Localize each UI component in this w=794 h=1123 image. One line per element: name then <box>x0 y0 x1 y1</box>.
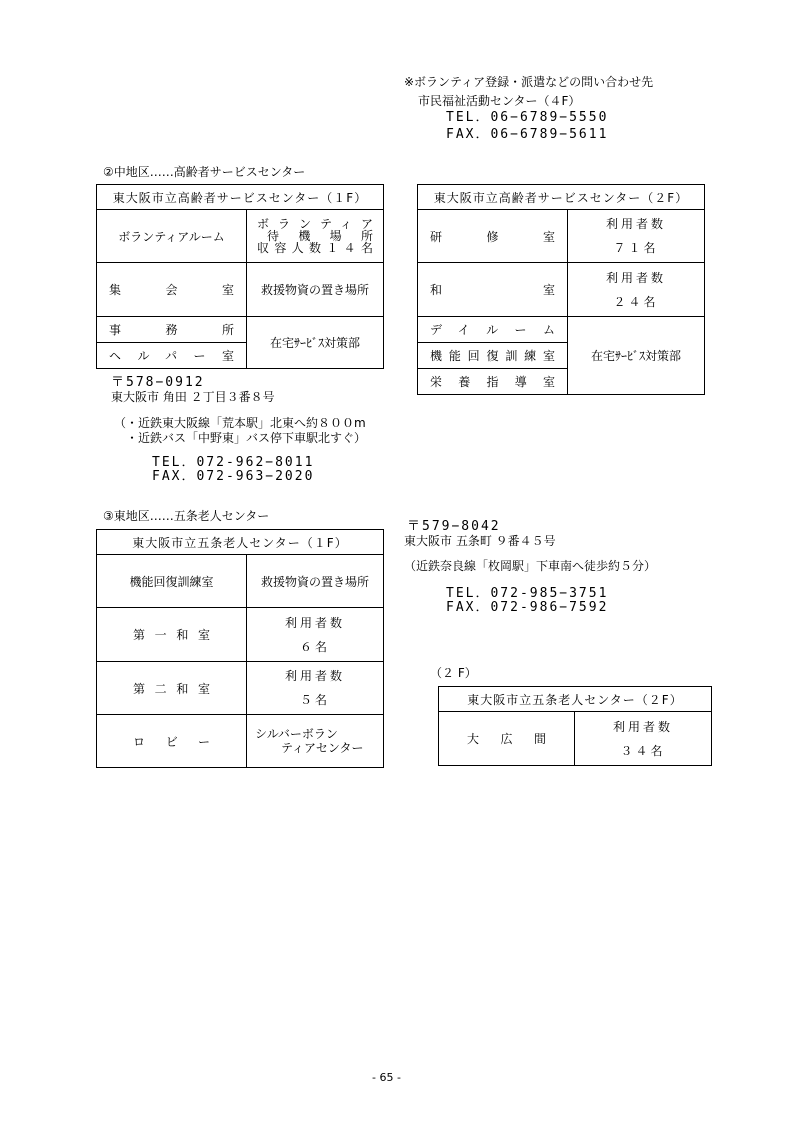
japanese-room: 和室 <box>418 263 568 317</box>
relief-storage: 救援物資の置き場所 <box>247 263 384 317</box>
home-service-1f: 在宅ｻｰﾋﾞｽ対策部 <box>247 317 384 369</box>
volunteer-wait-line-3: 収容人数１４名 <box>257 241 373 255</box>
room2-users-value: ５名 <box>299 693 330 707</box>
naka-fax: FAX．072-963−2020 <box>152 469 315 484</box>
higashi-1f-caption: 東大阪市立五条老人センター（１F） <box>97 530 384 555</box>
room2-users-label: 利用者数 <box>284 669 345 683</box>
training-users-value: ７１名 <box>613 241 659 255</box>
naka-access-1: （・近鉄東大阪線「荒本駅」北東へ約８００m <box>114 416 366 430</box>
higashi-postal: 〒579−8042 <box>407 519 501 534</box>
volunteer-wait-line-1: ボランティア <box>257 217 373 231</box>
higashi-address: 東大阪市 五条町 ９番４５号 <box>404 534 556 548</box>
naka-1f-table <box>96 184 384 369</box>
naka-postal: 〒578−0912 <box>111 375 205 390</box>
page-number: - 65 - <box>372 1071 401 1084</box>
hall-users-label: 利用者数 <box>612 719 673 734</box>
home-service-2f: 在宅ｻｰﾋﾞｽ対策部 <box>568 317 705 395</box>
volunteer-wait-cell <box>247 210 384 263</box>
room1-users-cell <box>247 608 384 662</box>
contact-office: 市民福祉活動センター（４F） <box>418 94 581 108</box>
naka-2f-caption: 東大阪市立高齢者サービスセンター（２F） <box>418 185 705 210</box>
naka-1f-caption: 東大阪市立高齢者サービスセンター（１F） <box>97 185 384 210</box>
hall-users-cell <box>575 712 712 766</box>
silver-center-cell <box>247 715 384 768</box>
helper-room: ヘルパー室 <box>97 343 247 369</box>
silver-line-1: シルバーボラン <box>255 727 338 741</box>
hall: 大広間 <box>439 712 575 766</box>
japanese-users-label: 利用者数 <box>605 270 666 285</box>
training-users-label: 利用者数 <box>605 217 666 231</box>
higashi-2f-table <box>438 686 712 766</box>
rehab-room: 機能回復訓練室 <box>418 343 568 369</box>
hall-users-value: ３４名 <box>620 743 666 758</box>
office: 事務所 <box>97 317 247 343</box>
higashi-fax: FAX．072-986−7592 <box>446 600 609 615</box>
silver-line-2: ティアセンター <box>281 741 364 755</box>
day-room: デイルーム <box>418 317 568 343</box>
higashi-2f-caption: 東大阪市立五条老人センター（２F） <box>439 687 712 712</box>
japanese-users-value: ２４名 <box>613 294 659 309</box>
volunteer-wait-line-2: 待機場所 <box>267 229 373 243</box>
higashi-access: （近鉄奈良線「枚岡駅」下車南へ徒歩約５分） <box>404 559 657 573</box>
naka-tel: TEL．072-962−8011 <box>152 455 315 470</box>
higashi-tel: TEL．072-985−3751 <box>446 586 609 601</box>
naka-address: 東大阪市 角田 ２丁目３番８号 <box>111 390 275 404</box>
japanese-room-1: 第一和室 <box>97 608 247 662</box>
contact-note: ※ボランティア登録・派遣などの問い合わせ先 <box>404 75 654 89</box>
naka-access-2: ・近鉄バス「中野東」バス停下車駅北すぐ） <box>126 431 367 445</box>
room1-users-label: 利用者数 <box>284 615 345 630</box>
japanese-room-2: 第二和室 <box>97 662 247 715</box>
naka-2f-table <box>417 184 705 395</box>
room2-users-cell <box>247 662 384 715</box>
nutrition-room: 栄養指導室 <box>418 369 568 395</box>
higashi-relief-storage: 救援物資の置き場所 <box>247 555 384 608</box>
higashi-1f-table <box>96 529 384 768</box>
lobby: ロビー <box>97 715 247 768</box>
japanese-users-cell <box>568 263 705 317</box>
naka-heading: ②中地区……高齢者サービスセンター <box>103 165 306 179</box>
training-users-cell <box>568 210 705 263</box>
meeting-room: 集会室 <box>97 263 247 317</box>
higashi-heading: ③東地区……五条老人センター <box>103 509 270 523</box>
room1-users-value: ６名 <box>299 639 330 654</box>
volunteer-room: ボランティアルーム <box>97 210 247 263</box>
training-room: 研修室 <box>418 210 568 263</box>
higashi-floor2-label: （２ F） <box>430 666 477 680</box>
higashi-rehab-room: 機能回復訓練室 <box>97 555 247 608</box>
contact-tel: TEL．06−6789−5550 <box>446 110 609 125</box>
contact-fax: FAX．06−6789−5611 <box>446 127 609 142</box>
